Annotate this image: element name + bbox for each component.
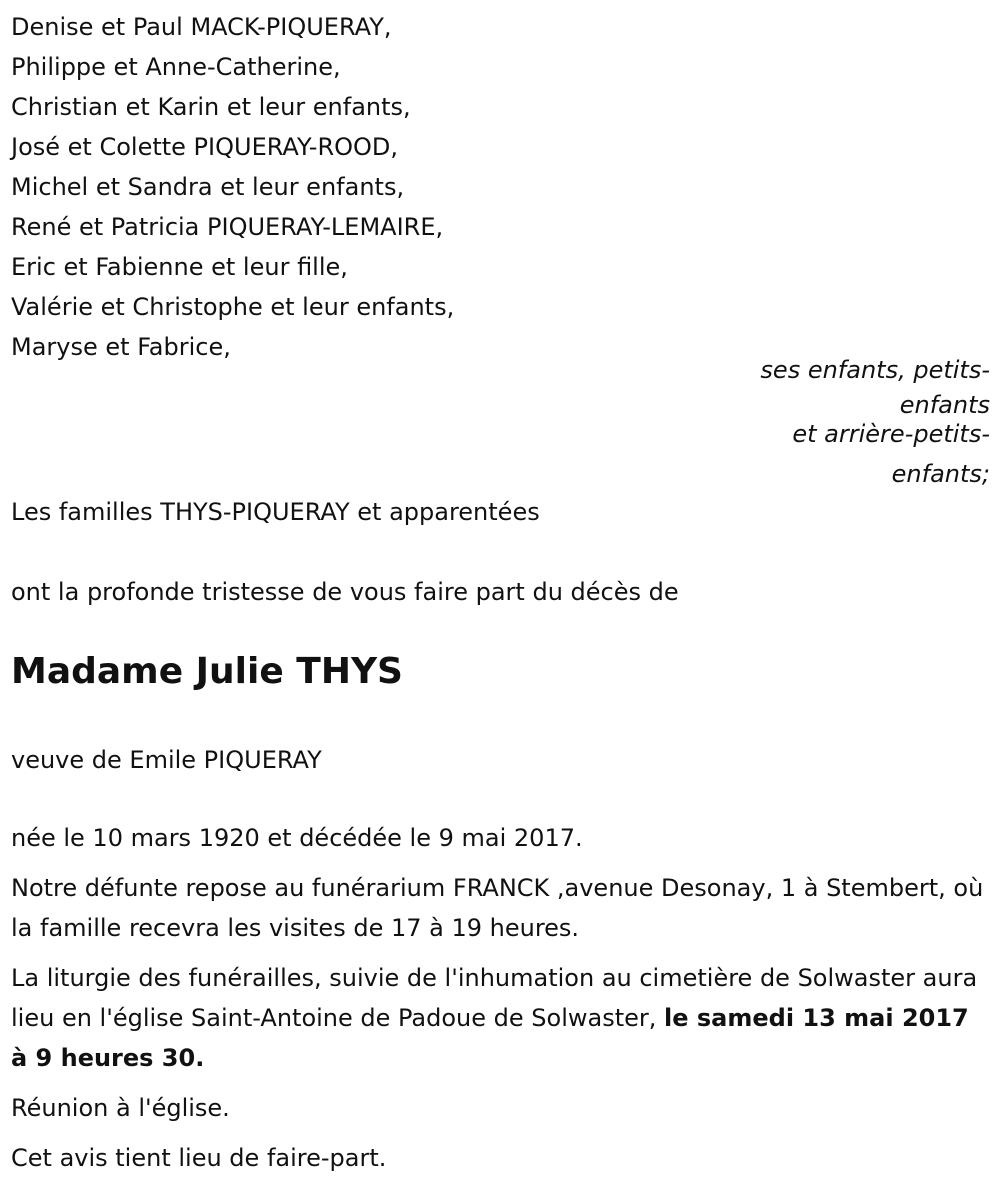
families-line: Les familles THYS-PIQUERAY et apparentées (11, 498, 540, 526)
family-list (11, 7, 454, 367)
relation-line: et arrière-petits- (792, 420, 990, 448)
family-member: Denise et Paul MACK-PIQUERAY, (11, 13, 392, 41)
family-member: José et Colette PIQUERAY-ROOD, (11, 133, 399, 161)
family-member: Maryse et Fabrice, (11, 333, 231, 361)
family-member: Michel et Sandra et leur enfants, (11, 173, 405, 201)
rest-place-text: Notre défunte repose au funérarium FRANCK ,avenue Desonay, 1 à Stembert, où la famille recevra les visites de 17 à 19 heures. (11, 874, 984, 942)
family-member: Christian et Karin et leur enfants, (11, 93, 411, 121)
birth-death-text: née le 10 mars 1920 et décédée le 9 mai 2017. (11, 824, 583, 852)
family-member: René et Patricia PIQUERAY-LEMAIRE, (11, 213, 444, 241)
widow-of-text: veuve de Emile PIQUERAY (11, 746, 322, 774)
liturgy-paragraph (11, 958, 990, 1078)
relation-line: enfants; (891, 460, 990, 488)
announcement-text: ont la profonde tristesse de vous faire part du décès de (11, 578, 679, 606)
relation-line: enfants (899, 391, 990, 419)
family-member: Philippe et Anne-Catherine, (11, 53, 341, 81)
deceased-name: Madame Julie THYS (11, 651, 403, 692)
liturgy-text: La liturgie des funérailles, suivie de l'inhumation au cimetière de Solwaster aura lieu en l'église Saint-Antoine de Padoue de Solwaster, (11, 964, 978, 1032)
family-member: Valérie et Christophe et leur enfants, (11, 293, 455, 321)
family-member: Eric et Fabienne et leur fille, (11, 253, 348, 281)
liturgy-date: le samedi 13 mai 2017 à 9 heures 30. (11, 1004, 969, 1072)
notice-text: Cet avis tient lieu de faire-part. (11, 1144, 387, 1172)
meeting-text: Réunion à l'église. (11, 1094, 230, 1122)
relation-note (690, 352, 990, 492)
relation-line: ses enfants, petits- (760, 356, 990, 384)
